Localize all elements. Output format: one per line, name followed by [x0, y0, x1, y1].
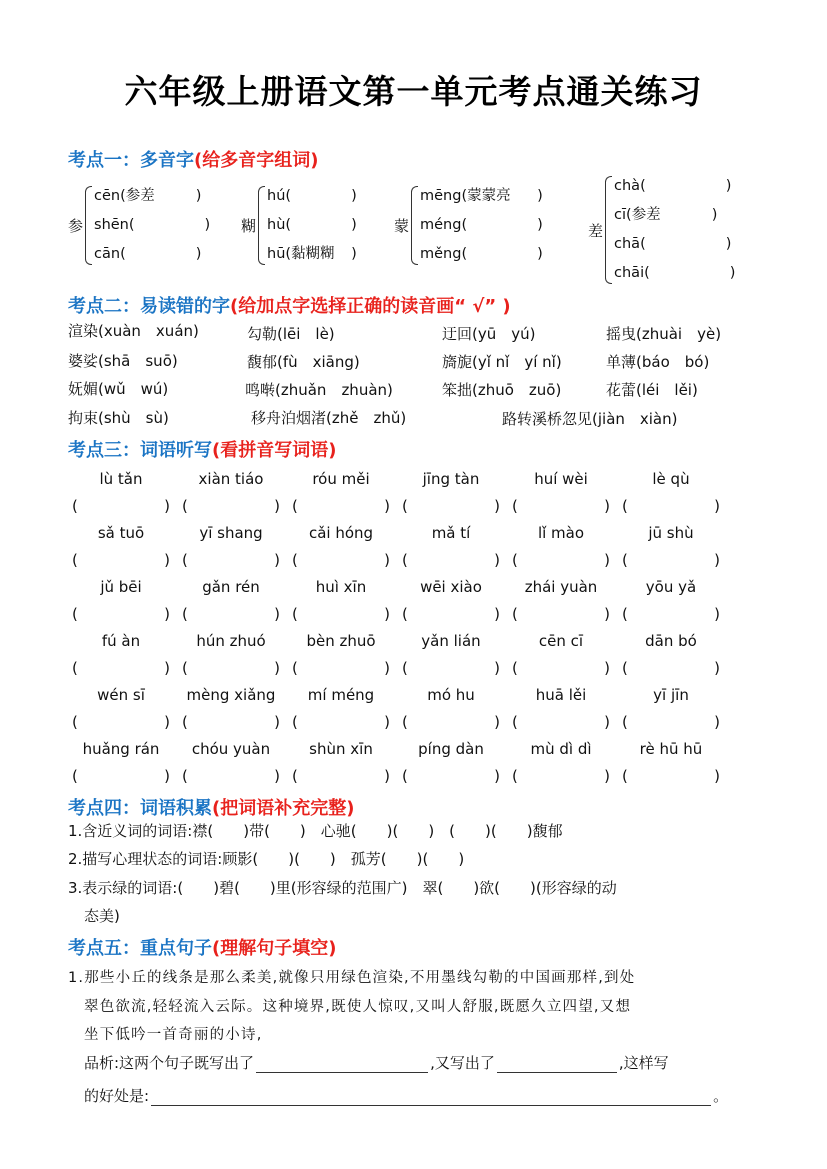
section-1-label: 考点一：多音字 — [68, 150, 194, 171]
close-paren: ) — [164, 605, 170, 623]
answer-row — [66, 601, 726, 628]
section-5-hint: (理解句子填空) — [212, 938, 337, 959]
open-paren: ( — [512, 497, 518, 515]
pinyin-word: bèn zhuō — [306, 632, 376, 650]
open-paren: ( — [402, 497, 408, 515]
close-paren: ) — [164, 497, 170, 515]
open-paren: ( — [622, 551, 628, 569]
pinyin-row — [66, 466, 726, 493]
answer-blank-1[interactable] — [256, 1054, 428, 1073]
open-paren: ( — [182, 605, 188, 623]
answer-blank[interactable] — [467, 211, 537, 240]
brace-icon — [85, 186, 92, 265]
answer-box[interactable] — [616, 709, 726, 736]
answer-box[interactable] — [286, 493, 396, 520]
answer-box[interactable] — [176, 709, 286, 736]
analysis-end: 。 — [713, 1087, 729, 1105]
pinyin-word: huí wèi — [534, 470, 588, 488]
open-paren: ( — [292, 767, 298, 785]
open-paren: ( — [622, 497, 628, 515]
close-paren: ) — [204, 217, 211, 233]
answer-box[interactable] — [66, 655, 176, 682]
pinyin-word: mí méng — [307, 686, 375, 704]
pinyin-word: jǔ bēi — [100, 578, 142, 596]
answer-box[interactable] — [396, 601, 506, 628]
pinyin: shēn( — [94, 217, 135, 233]
close-paren: ) — [714, 497, 720, 515]
analysis-text-b: ,又写出了 — [430, 1054, 495, 1072]
pinyin-word: mèng xiǎng — [186, 686, 276, 704]
close-paren: ) — [164, 767, 170, 785]
answer-box[interactable] — [286, 763, 396, 790]
answer-blank[interactable] — [291, 211, 351, 240]
pinyin-word: zhái yuàn — [524, 578, 598, 596]
answer-box[interactable] — [506, 709, 616, 736]
pinyin-word: fú àn — [101, 632, 141, 650]
open-paren: ( — [182, 713, 188, 731]
misread-item: 婆娑(shā suō) — [68, 352, 178, 370]
open-paren: ( — [512, 551, 518, 569]
pinyin: chā( — [614, 236, 646, 252]
close-paren: ) — [604, 551, 610, 569]
close-paren: ) — [604, 659, 610, 677]
close-paren: ) — [384, 659, 390, 677]
section-5-label: 考点五：重点句子 — [68, 938, 212, 959]
answer-row — [66, 655, 726, 682]
pinyin: cēn( — [94, 188, 126, 204]
polyphone-item — [614, 259, 735, 288]
section-4-hint: (把词语补充完整) — [212, 798, 355, 819]
section-3-hint: (看拼音写词语) — [212, 440, 337, 461]
misread-item: 勾勒(lēi lè) — [247, 325, 335, 343]
answer-box[interactable] — [176, 763, 286, 790]
answer-box[interactable] — [396, 709, 506, 736]
open-paren: ( — [72, 713, 78, 731]
close-paren: ) — [494, 551, 500, 569]
example-word: 黏糊糊 — [291, 246, 335, 262]
pinyin-row — [66, 736, 726, 763]
example-word: 蒙蒙亮 — [467, 188, 511, 204]
polyphone-item — [94, 182, 210, 211]
close-paren: ) — [537, 246, 543, 262]
answer-blank-3[interactable] — [151, 1087, 711, 1106]
analysis-line-2 — [84, 1085, 728, 1106]
close-paren: ) — [537, 217, 543, 233]
misread-item: 笨拙(zhuō zuō) — [442, 381, 562, 399]
pinyin-word: cēn cī — [538, 632, 584, 650]
polyphone-group — [588, 172, 735, 288]
open-paren: ( — [622, 713, 628, 731]
open-paren: ( — [402, 767, 408, 785]
answer-box[interactable] — [286, 547, 396, 574]
misread-item: 花蕾(léi lěi) — [606, 381, 698, 399]
close-paren: ) — [604, 713, 610, 731]
pinyin-word: lǐ mào — [537, 524, 585, 542]
polyphone-group — [394, 182, 543, 269]
answer-blank[interactable] — [126, 240, 196, 269]
pinyin-word: yī shang — [199, 524, 263, 542]
answer-box[interactable] — [66, 763, 176, 790]
close-paren: ) — [714, 551, 720, 569]
open-paren: ( — [512, 713, 518, 731]
close-paren: ) — [351, 217, 357, 233]
section-3-heading — [68, 436, 336, 462]
polyphone-item — [267, 240, 357, 269]
pinyin-word: chóu yuàn — [191, 740, 271, 758]
close-paren: ) — [494, 767, 500, 785]
pinyin-word: róu měi — [312, 470, 370, 488]
misread-item: 摇曳(zhuài yè) — [606, 325, 722, 343]
close-paren: ) — [351, 246, 357, 262]
pinyin-word: dān bó — [645, 632, 697, 650]
answer-box[interactable] — [506, 601, 616, 628]
answer-box[interactable] — [506, 763, 616, 790]
accum-item-1: 1.含近义词的词语:襟( )带( ) 心驰( )( ) ( )( )馥郁 — [68, 822, 563, 840]
pinyin-word: huì xīn — [315, 578, 367, 596]
analysis-text-a: 品析:这两个句子既写出了 — [84, 1054, 255, 1072]
pinyin: cī( — [614, 207, 632, 223]
accum-item-3-cont: 态美) — [84, 907, 120, 925]
answer-blank[interactable] — [646, 230, 726, 259]
polyphone-char: 糊 — [241, 217, 257, 235]
pinyin-word: mó hu — [427, 686, 475, 704]
close-paren: ) — [384, 497, 390, 515]
open-paren: ( — [402, 551, 408, 569]
dictation-grid — [66, 466, 726, 790]
close-paren: ) — [494, 497, 500, 515]
answer-blank[interactable] — [291, 182, 351, 211]
answer-box[interactable] — [396, 763, 506, 790]
polyphone-item — [420, 240, 543, 269]
example-word: 参差 — [631, 207, 661, 223]
close-paren: ) — [195, 246, 202, 262]
answer-blank[interactable] — [650, 259, 730, 288]
open-paren: ( — [622, 659, 628, 677]
answer-box[interactable] — [396, 547, 506, 574]
pinyin: méng( — [420, 217, 468, 233]
pinyin-word: wēi xiào — [420, 578, 482, 596]
polyphone-item — [614, 201, 735, 230]
close-paren: ) — [714, 767, 720, 785]
close-paren: ) — [351, 188, 357, 204]
sentence-line-3: 坐下低吟一首奇丽的小诗, — [84, 1027, 263, 1043]
close-paren: ) — [494, 713, 500, 731]
answer-box[interactable] — [506, 547, 616, 574]
answer-box[interactable] — [396, 493, 506, 520]
answer-box[interactable] — [616, 493, 726, 520]
open-paren: ( — [72, 551, 78, 569]
open-paren: ( — [182, 767, 188, 785]
pinyin-word: yǎn lián — [421, 632, 481, 650]
section-2-label: 考点二：易读错的字 — [68, 296, 230, 317]
pinyin-word: cǎi hóng — [308, 524, 374, 542]
page-title: 六年级上册语文第一单元考点通关练习 — [124, 72, 703, 111]
answer-box[interactable] — [286, 601, 396, 628]
open-paren: ( — [292, 551, 298, 569]
close-paren: ) — [725, 236, 732, 252]
sentence-line-1: 1.那些小丘的线条是那么柔美,就像只用绿色渲染,不用墨线勾勒的中国画那样,到处 — [68, 970, 636, 986]
polyphone-item — [267, 182, 357, 211]
open-paren: ( — [292, 497, 298, 515]
pinyin: mēng( — [420, 188, 468, 204]
answer-box[interactable] — [176, 601, 286, 628]
answer-box[interactable] — [506, 655, 616, 682]
answer-box[interactable] — [616, 655, 726, 682]
pinyin-word: mǎ tí — [431, 524, 471, 542]
section-4-label: 考点四：词语积累 — [68, 798, 212, 819]
open-paren: ( — [72, 497, 78, 515]
polyphone-item — [267, 211, 357, 240]
close-paren: ) — [494, 659, 500, 677]
polyphone-group — [68, 182, 210, 269]
polyphone-item — [420, 211, 543, 240]
pinyin-row — [66, 628, 726, 655]
open-paren: ( — [72, 605, 78, 623]
open-paren: ( — [512, 767, 518, 785]
polyphone-char: 蒙 — [394, 217, 410, 235]
answer-box[interactable] — [176, 547, 286, 574]
close-paren: ) — [384, 551, 390, 569]
pinyin-word: rè hū hū — [639, 740, 703, 758]
section-3-label: 考点三：词语听写 — [68, 440, 212, 461]
answer-row — [66, 763, 726, 790]
polyphone-char: 差 — [588, 221, 604, 240]
polyphone-item — [614, 230, 735, 259]
section-2-heading — [68, 292, 511, 318]
open-paren: ( — [72, 767, 78, 785]
close-paren: ) — [729, 265, 736, 281]
brace-icon — [411, 186, 418, 265]
answer-blank[interactable] — [646, 172, 726, 201]
answer-box[interactable] — [66, 709, 176, 736]
answer-box[interactable] — [616, 763, 726, 790]
open-paren: ( — [622, 605, 628, 623]
sentence-line-2: 翠色欲流,轻轻流入云际。这种境界,既使人惊叹,又叫人舒服,既愿久立四望,又想 — [84, 999, 632, 1015]
answer-row — [66, 493, 726, 520]
misread-item: 馥郁(fù xiāng) — [247, 353, 360, 371]
pinyin-word: píng dàn — [418, 740, 484, 758]
close-paren: ) — [274, 767, 280, 785]
pinyin-word: hún zhuó — [196, 632, 266, 650]
pinyin-word: gǎn rén — [202, 578, 260, 596]
misread-item: 旖旎(yǐ nǐ yí nǐ) — [442, 353, 562, 371]
pinyin-word: shùn xīn — [309, 740, 373, 758]
close-paren: ) — [714, 659, 720, 677]
open-paren: ( — [292, 605, 298, 623]
pinyin: hū( — [267, 246, 292, 262]
pinyin-word: lù tǎn — [99, 470, 143, 488]
close-paren: ) — [384, 713, 390, 731]
answer-blank-2[interactable] — [497, 1054, 617, 1073]
close-paren: ) — [164, 659, 170, 677]
misread-item: 拘束(shù sù) — [68, 409, 169, 427]
misread-item: 妩媚(wǔ wú) — [68, 380, 169, 398]
answer-box[interactable] — [66, 493, 176, 520]
example-word: 参差 — [125, 188, 155, 204]
answer-blank[interactable] — [467, 240, 537, 269]
brace-icon — [258, 186, 265, 265]
answer-box[interactable] — [66, 601, 176, 628]
answer-box[interactable] — [506, 493, 616, 520]
close-paren: ) — [604, 497, 610, 515]
answer-box[interactable] — [176, 655, 286, 682]
close-paren: ) — [604, 767, 610, 785]
polyphone-item — [94, 240, 210, 269]
misread-item: 单薄(báo bó) — [606, 353, 710, 371]
misread-item: 迂回(yū yú) — [442, 325, 536, 343]
polyphone-item — [614, 172, 735, 201]
close-paren: ) — [274, 551, 280, 569]
misread-item: 移舟泊烟渚(zhě zhǔ) — [251, 409, 407, 427]
pinyin-row — [66, 682, 726, 709]
pinyin-word: jū shù — [648, 524, 694, 542]
close-paren: ) — [711, 207, 718, 223]
misread-item: 路转溪桥忽见(jiàn xiàn) — [502, 410, 678, 428]
pinyin: měng( — [420, 246, 468, 262]
open-paren: ( — [72, 659, 78, 677]
answer-box[interactable] — [616, 601, 726, 628]
brace-icon — [605, 176, 612, 284]
pinyin: hù( — [267, 217, 292, 233]
open-paren: ( — [292, 659, 298, 677]
open-paren: ( — [402, 659, 408, 677]
close-paren: ) — [714, 605, 720, 623]
close-paren: ) — [384, 605, 390, 623]
misread-item: 渲染(xuàn xuán) — [68, 322, 199, 340]
answer-box[interactable] — [396, 655, 506, 682]
pinyin-word: jīng tàn — [422, 470, 480, 488]
pinyin-row — [66, 520, 726, 547]
pinyin-word: mù dì dì — [530, 740, 592, 758]
polyphone-char: 参 — [68, 217, 84, 235]
pinyin: hú( — [267, 188, 292, 204]
open-paren: ( — [512, 659, 518, 677]
close-paren: ) — [274, 605, 280, 623]
close-paren: ) — [714, 713, 720, 731]
answer-box[interactable] — [66, 547, 176, 574]
close-paren: ) — [604, 605, 610, 623]
section-5-heading — [68, 934, 336, 960]
close-paren: ) — [164, 713, 170, 731]
answer-box[interactable] — [616, 547, 726, 574]
pinyin: cān( — [94, 246, 126, 262]
pinyin-word: huǎng rán — [82, 740, 160, 758]
answer-blank[interactable] — [135, 211, 205, 240]
pinyin-word: sǎ tuō — [97, 524, 145, 542]
accum-item-2: 2.描写心理状态的词语:顾影( )( ) 孤芳( )( ) — [68, 850, 465, 868]
analysis-text-c: ,这样写 — [618, 1054, 669, 1072]
open-paren: ( — [402, 605, 408, 623]
close-paren: ) — [274, 659, 280, 677]
open-paren: ( — [512, 605, 518, 623]
pinyin-word: yī jīn — [653, 686, 689, 704]
open-paren: ( — [182, 497, 188, 515]
analysis-text-d: 的好处是: — [84, 1087, 150, 1105]
polyphone-item — [94, 211, 210, 240]
open-paren: ( — [622, 767, 628, 785]
pinyin-word: lè qù — [652, 470, 690, 488]
answer-row — [66, 709, 726, 736]
pinyin: chāi( — [614, 265, 650, 281]
open-paren: ( — [182, 551, 188, 569]
section-1-hint: (给多音字组词) — [194, 150, 319, 171]
pinyin: chà( — [614, 178, 646, 194]
close-paren: ) — [384, 767, 390, 785]
section-1-heading — [68, 146, 318, 172]
open-paren: ( — [182, 659, 188, 677]
answer-box[interactable] — [176, 493, 286, 520]
misread-item: 鸣啭(zhuǎn zhuàn) — [245, 381, 393, 399]
pinyin-row — [66, 574, 726, 601]
pinyin-word: xiàn tiáo — [198, 470, 264, 488]
answer-box[interactable] — [286, 655, 396, 682]
close-paren: ) — [195, 188, 202, 204]
answer-row — [66, 547, 726, 574]
close-paren: ) — [537, 188, 543, 204]
polyphone-item — [420, 182, 543, 211]
section-4-heading — [68, 794, 354, 820]
accum-item-3: 3.表示绿的词语:( )碧( )里(形容绿的范围广) 翠( )欲( )(形容绿的动 — [68, 879, 617, 897]
answer-box[interactable] — [286, 709, 396, 736]
close-paren: ) — [494, 605, 500, 623]
close-paren: ) — [725, 178, 732, 194]
close-paren: ) — [274, 713, 280, 731]
open-paren: ( — [292, 713, 298, 731]
open-paren: ( — [402, 713, 408, 731]
pinyin-word: yōu yǎ — [645, 578, 697, 596]
close-paren: ) — [164, 551, 170, 569]
pinyin-word: wén sī — [97, 686, 145, 704]
polyphone-group — [241, 182, 357, 269]
close-paren: ) — [274, 497, 280, 515]
pinyin-word: huā lěi — [535, 686, 587, 704]
section-2-hint: (给加点字选择正确的读音画“ √” ) — [230, 296, 511, 317]
analysis-line-1 — [84, 1052, 669, 1073]
